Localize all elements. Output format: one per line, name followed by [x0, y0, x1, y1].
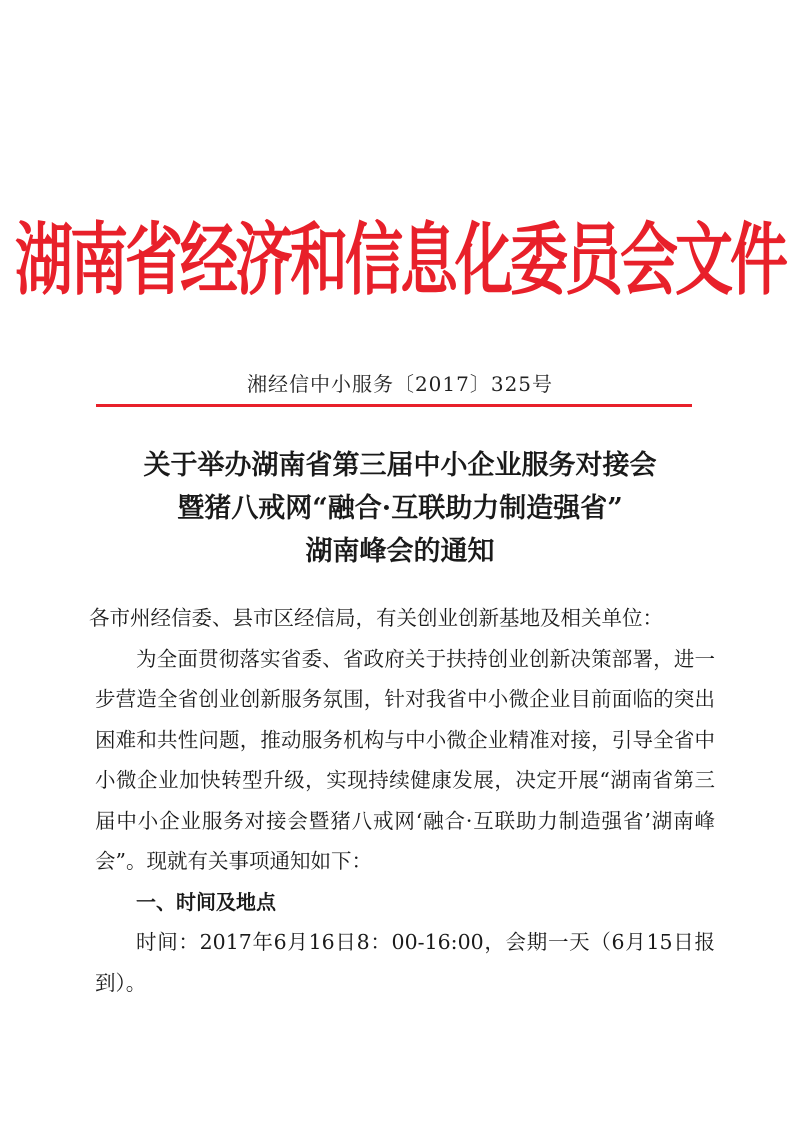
notice-body: [89, 598, 715, 1003]
document-number: 湘经信中小服务〔2017〕325号: [246, 372, 554, 396]
notice-title-line-1: 关于举办湖南省第三届中小企业服务对接会: [143, 450, 657, 481]
document-masthead: 湖南省经济和信息化委员会文件: [14, 213, 785, 306]
body-paragraph-1: 为全面贯彻落实省委、省政府关于扶持创业创新决策部署，进一步营造全省创业创新服务氛围，针对我省中小微企业目前面临的突出困难和共性问题，推动服务机构与中小微企业精准对接，引导全省中小微企业加快转型升级，实现持续健康发展，决定开展“湖南省第三届中小企业服务对接会暨猪八戒网‘融合·互联助力制造强省’湖南峰会”。现就有关事项通知如下：: [95, 646, 715, 873]
notice-title-line-2: 暨猪八戒网“融合·互联助力制造强省”: [177, 493, 623, 524]
body-paragraph-time: 时间：2017年6月16日8：00-16:00，会期一天（6月15日报到）。: [95, 930, 715, 995]
notice-title-line-3: 湖南峰会的通知: [305, 536, 495, 567]
red-divider-line: [96, 404, 692, 407]
notice-title: [0, 444, 800, 573]
section-heading-time-location: 一、时间及地点: [136, 889, 276, 914]
salutation: 各市州经信委、县市区经信局，有关创业创新基地及相关单位：: [89, 606, 663, 630]
